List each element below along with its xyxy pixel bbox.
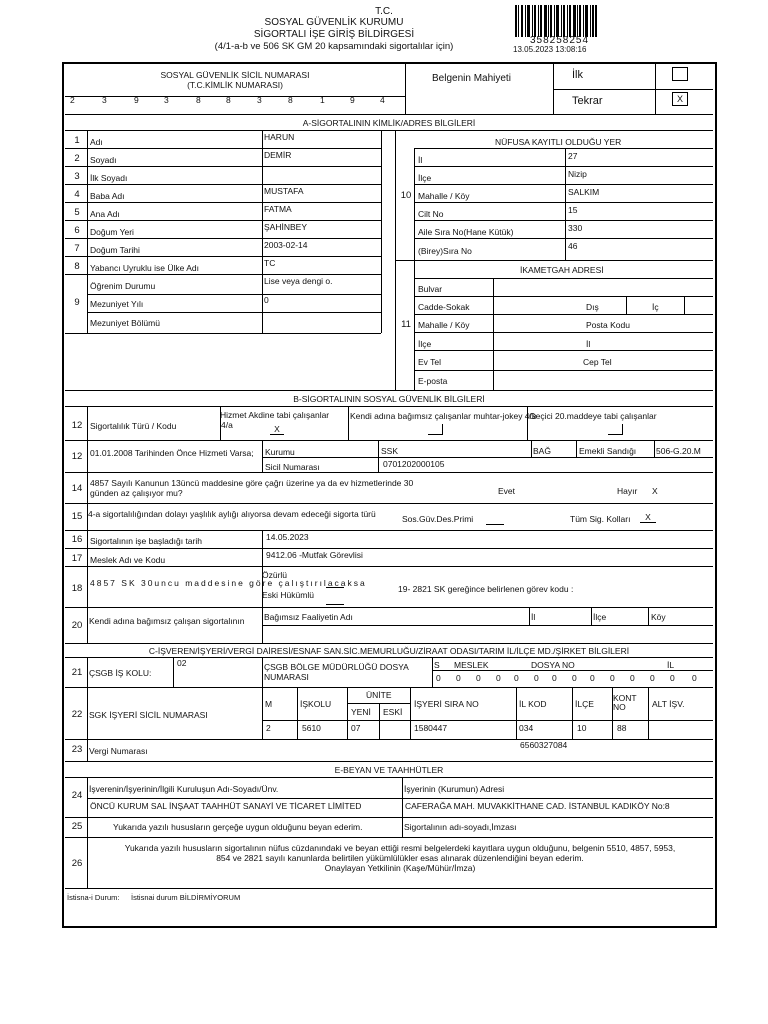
header-form-title: SİGORTALI İŞE GİRİŞ BİLDİRGESİ xyxy=(253,29,415,40)
bagimsiz-mark[interactable] xyxy=(428,424,443,435)
field-mezuniyet-yili[interactable]: 0 xyxy=(264,295,269,305)
istisna-label: İstisna-i Durum: xyxy=(67,893,120,902)
tekrar-checkbox[interactable]: X xyxy=(672,92,688,106)
field-dogum-tarihi[interactable]: 2003-02-14 xyxy=(264,240,308,250)
field-sgk-kont[interactable]: 88 xyxy=(617,723,627,733)
hizmet-akdi-mark[interactable]: X xyxy=(270,424,284,435)
istisna-value: İstisnai durum BİLDİRMİYORUM xyxy=(131,893,241,902)
field-baba-adi[interactable]: MUSTAFA xyxy=(264,186,304,196)
field-iskolu[interactable]: 02 xyxy=(177,658,187,668)
belgenin-mahiyeti-label: Belgenin Mahiyeti xyxy=(432,73,511,84)
field-meslek[interactable]: 9412.06 -Mutfak Görevlisi xyxy=(266,550,363,560)
section-c-title: C-İŞVEREN/İŞYERİ/VERGİ DAİRESİ/ESNAF SAN.SİC.MEMURLUĞU/ZİRAAT ODASI/TARIM İL/İLÇE MD./ŞİRKET BİLGİLERİ xyxy=(148,646,630,656)
sicil-label: SOSYAL GÜVENLİK SİCİL NUMARASI xyxy=(160,70,310,80)
field-sgk-m[interactable]: 2 xyxy=(266,723,271,733)
ilk-checkbox[interactable] xyxy=(672,67,688,81)
field-ise-baslama[interactable]: 14.05.2023 xyxy=(266,532,309,542)
field-nufus-cilt[interactable]: 15 xyxy=(568,205,578,215)
header-tc: T.C. xyxy=(375,6,393,17)
field-sgk-iskolu[interactable]: 5610 xyxy=(302,723,321,733)
field-nufus-mahalle[interactable]: SALKIM xyxy=(568,187,600,197)
field-ulke[interactable]: TC xyxy=(264,258,276,268)
header-subtitle: (4/1-a-b ve 506 SK GM 20 kapsamındaki sigortalılar için) xyxy=(214,41,454,52)
field-soyadi[interactable]: DEMİR xyxy=(264,150,292,160)
field-nufus-aile[interactable]: 330 xyxy=(568,223,583,233)
section-b-title: B-SİGORTALININ SOSYAL GÜVENLİK BİLGİLERİ xyxy=(293,394,485,404)
field-dogum-yeri[interactable]: ŞAHİNBEY xyxy=(264,222,307,232)
field-sgk-ilce[interactable]: 10 xyxy=(577,723,587,733)
field-sgk-sira[interactable]: 1580447 xyxy=(414,723,448,733)
tekrar-label: Tekrar xyxy=(572,95,603,107)
section-e-title: E-BEYAN VE TAAHHÜTLER xyxy=(334,765,444,775)
field-nufus-birey[interactable]: 46 xyxy=(568,241,578,251)
hayir-mark[interactable]: X xyxy=(652,486,658,496)
section-a-title: A-SİGORTALININ KİMLİK/ADRES BİLGİLERİ xyxy=(302,118,476,128)
field-nufus-il[interactable]: 27 xyxy=(568,151,578,161)
header-institution: SOSYAL GÜVENLİK KURUMU xyxy=(264,17,404,28)
field-isyeri-adres[interactable]: CAFERAĞA MAH. MUVAKKİTHANE CAD. İSTANBUL KADIKÖY No:8 xyxy=(405,801,670,811)
field-nufus-ilce[interactable]: Nizip xyxy=(568,169,587,179)
tckimlik-label: (T.C.KİMLİK NUMARASI) xyxy=(187,80,283,90)
field-ana-adi[interactable]: FATMA xyxy=(264,204,292,214)
declaration-form-page: T.C. SOSYAL GÜVENLİK KURUMU SİGORTALI İŞE GİRİŞ BİLDİRGESİ (4/1-a-b ve 506 SK GM 20 kapsamındaki sigortalılar için) 358258254 13.05.2023 13:08:16 SOSYAL GÜVENLİK SİCİL NUMARASI (T.C.KİMLİK NUMARASI) 2 3 9 3 8 8 3 8 1 9 4 Belgenin Mahiyeti İlk Tekrar X A-SİGORTALININ KİMLİK/ADRES BİLGİLERİ 1 Adı HARUN 2 Soyadı DEMİR 3 İlk Soyadı 4 Baba Adı MUSTAFA 5 Ana Adı FATMA 6 Doğum Yeri ŞAHİNBEY 7 Doğum Tarihi 2003-02-14 8 Yabancı Uyruklu ise Ülke Adı TC 9 Öğrenim Durumu Lise veya dengi o. Mezuniyet Yılı 0 Mezuniyet Bölümü NÜFUSA KAYITLI OLDUĞU YER 10 İl 27 İlçe Nizip Mahalle / Köy SALKIM Cilt No 15 Aile Sıra No(Hane Kütük) 330 (Birey)Sıra No 46 İKAMETGAH ADRESİ 11 Bulvar Cadde-Sokak Dış İç Mahalle / Köy Posta Kodu İlçe İl Ev Tel Cep Tel E-posta B-SİGORTALININ SOSYAL GÜVENLİK BİLGİLERİ 12 Sigortalılık Türü / Kodu Hizmet Akdine tabi çalışanlar 4/a X Kendi adına bağımsız çalışanlar muhtar-jokey 4/b Geçici 20.maddeye tabi çalışanlar 12 01.01.2008 Tarihinden Önce Hizmeti Varsa; Kurumu SSK Sicil Numarası 0701202000105 BAĞ Emekli Sandığı 506-G.20.M 14 4857 Sayılı Kanunun 13üncü maddesine göre çağrı üzerine ya da ev hizmetlerinde 30 günden az çalışıyor mu? Evet Hayır X 15 4-a sigortalılığından dolayı yaşlılık aylığı alıyorsa devam edeceği sigorta türü Sos.Güv.Des.Primi Tüm Sig. Kolları X 16 Sigortalının işe başladığı tarih 14.05.2023 17 Meslek Adı ve Kodu 9412.06 -Mutfak Görevlisi 18 4857 SK 30uncu maddesine göre çalıştırılacaksa Özürlü Eski Hükümlü 19- 2821 SK gereğince belirlenen görev kodu : 20 Kendi adına bağımsız çalışan sigortalının Bağımsız Faaliyetin Adı İl İlçe Köy C-İŞVEREN/İŞYERİ/VERGİ DAİRESİ/ESNAF SAN.SİC.MEMURLUĞU/ZİRAAT ODASI/TARIM İL/İLÇE MD./ŞİRKET BİLGİLERİ 21 ÇSGB İŞ KOLU: 02 ÇSGB BÖLGE MÜDÜRLÜĞÜ DOSYA NUMARASI S MESLEK DOSYA NO İL 0 0 0 0 0 0 0 0 0 0 0 0 0 0 22 SGK İŞYERİ SİCİL NUMARASI M İŞKOLU ÜNİTE YENİ ESKİ İŞYERİ SIRA NO İL KOD İLÇE KONT NO ALT İŞV. 2 5610 07 1580447 034 10 88 23 Vergi Numarası 6560327084 E-BEYAN VE TAAHHÜTLER 24 İşverenin/İşyerinin/İlgili Kuruluşun Adı-Soyadı/Ünv. İşyerinin (Kurumun) Adresi ÖNCÜ KURUM SAL İNŞAAT TAAHHÜT SANAYİ VE TİCARET LİMİTED CAFERAĞA MAH. MUVAKKİTHANE CAD. İSTANBUL KADIKÖY No:8 25 Yukarıda yazılı hususların gerçeğe uygun olduğunu beyan ederim. Sigortalının adı-soyadı,İmzası 26 Yukarıda yazılı hususların sigortalının nüfus cüzdanındaki ve beyan ettiği resmi belgelerdeki kayıtlara uygun olduğunu, belgenin 5510, 4857, 5953, 854 ve 2821 sayılı kanunlarda belirtilen yükümlülükler esas alınarak düzenlendiğini beyan ederim. Onaylayan Yetkilinin (Kaşe/Mühür/İmza) İstisna-i Durum: İstisnai durum BİLDİRMİYORUM xyxy=(0,0,768,1024)
gecici-20-mark[interactable] xyxy=(608,424,623,435)
tum-sigorta-mark[interactable]: X xyxy=(640,512,656,523)
print-timestamp: 13.05.2023 13:08:16 xyxy=(513,45,587,54)
ilk-label: İlk xyxy=(572,69,583,81)
barcode xyxy=(515,5,597,37)
field-sgk-il[interactable]: 034 xyxy=(519,723,534,733)
field-ogrenim[interactable]: Lise veya dengi o. xyxy=(264,276,333,286)
field-isveren-unvan[interactable]: ÖNCÜ KURUM SAL İNŞAAT TAAHHÜT SANAYİ VE TİCARET LİMİTED xyxy=(90,801,362,811)
field-sgk-yeni[interactable]: 07 xyxy=(351,723,361,733)
field-adi[interactable]: HARUN xyxy=(264,132,295,142)
barcode-number: 358258254 xyxy=(530,35,590,46)
field-vergi-no[interactable]: 6560327084 xyxy=(520,740,568,750)
field-onceki-sicil[interactable]: 0701202000105 xyxy=(383,459,445,469)
